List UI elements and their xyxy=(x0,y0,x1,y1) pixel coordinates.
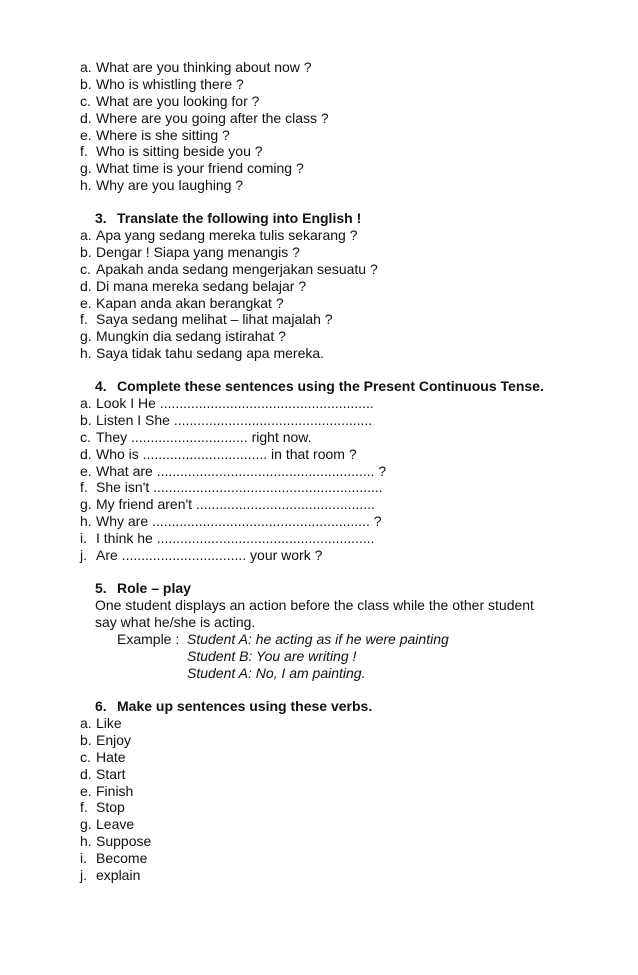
item-text: Where is she sitting ? xyxy=(96,126,230,143)
item-label: i. xyxy=(80,530,87,547)
item-label: g. xyxy=(80,160,92,177)
list-item xyxy=(80,244,600,261)
section-title: Complete these sentences using the Present Continuous Tense. xyxy=(117,378,544,394)
item-text: Suppose xyxy=(96,833,152,850)
item-label: h. xyxy=(80,345,92,362)
list-item xyxy=(80,160,600,177)
item-text: What time is your friend coming ? xyxy=(96,160,304,177)
item-text: Why are ........................................................ ? xyxy=(96,513,382,530)
item-label: i. xyxy=(80,850,87,867)
item-text: Enjoy xyxy=(96,731,132,748)
item-label: a. xyxy=(80,395,92,411)
list-item xyxy=(80,850,600,867)
example-label: Example : xyxy=(117,631,180,647)
item-text: Saya tidak tahu sedang apa mereka. xyxy=(96,345,325,362)
item-label: c. xyxy=(80,260,91,277)
item-label: a. xyxy=(80,715,92,731)
item-text: Saya sedang melihat – lihat majalah ? xyxy=(96,311,333,328)
list-item xyxy=(80,833,600,850)
list-item xyxy=(80,530,600,547)
item-label: b. xyxy=(80,75,92,92)
item-text: Leave xyxy=(96,816,135,833)
section6-list xyxy=(80,715,600,884)
item-label: f. xyxy=(80,311,88,328)
item-text: I think he ........................................................ xyxy=(96,530,375,547)
list-item xyxy=(80,328,600,345)
list-item xyxy=(80,547,600,564)
item-label: g. xyxy=(80,816,92,833)
item-text: She isn't ........................................................... xyxy=(96,479,383,496)
item-text: What are you looking for ? xyxy=(96,92,260,109)
item-text: explain xyxy=(96,867,141,884)
item-text: Who is sitting beside you ? xyxy=(96,143,263,160)
item-text: Di mana mereka sedang belajar ? xyxy=(96,277,307,294)
item-label: f. xyxy=(80,799,88,816)
list-item xyxy=(80,177,600,194)
list-item xyxy=(80,110,600,127)
item-label: a. xyxy=(80,227,92,243)
item-text: Dengar ! Siapa yang menangis ? xyxy=(96,243,300,260)
list-item xyxy=(80,127,600,144)
item-label: h. xyxy=(80,513,92,530)
list-item xyxy=(80,345,600,362)
item-label: h. xyxy=(80,177,92,194)
list-item xyxy=(80,143,600,160)
item-label: c. xyxy=(80,748,91,765)
list-item xyxy=(80,463,600,480)
list-item xyxy=(80,412,600,429)
list-item xyxy=(80,395,600,412)
section-number: 3. xyxy=(95,210,107,226)
section-number: 4. xyxy=(95,378,107,394)
list-item xyxy=(80,311,600,328)
item-text: Mungkin dia sedang istirahat ? xyxy=(96,328,286,345)
list-item xyxy=(80,867,600,884)
section4-list xyxy=(80,395,600,564)
list-item xyxy=(80,749,600,766)
section3-heading xyxy=(95,210,361,227)
item-label: d. xyxy=(80,277,92,294)
item-label: j. xyxy=(80,867,87,884)
item-label: e. xyxy=(80,294,92,311)
item-text: Kapan anda akan berangkat ? xyxy=(96,294,284,311)
item-text: Why are you laughing ? xyxy=(96,177,244,194)
item-text: Who is ................................ in that room ? xyxy=(96,445,357,462)
item-label: d. xyxy=(80,765,92,782)
list-item xyxy=(80,429,600,446)
item-label: e. xyxy=(80,462,92,479)
list-item xyxy=(80,446,600,463)
section-title: Role – play xyxy=(117,580,191,596)
section2-list xyxy=(80,59,600,194)
list-item xyxy=(80,732,600,749)
item-text: Hate xyxy=(96,748,126,765)
list-item xyxy=(80,76,600,93)
section6-heading xyxy=(95,698,372,715)
item-label: h. xyxy=(80,833,92,850)
list-item xyxy=(80,816,600,833)
item-label: d. xyxy=(80,445,92,462)
item-label: g. xyxy=(80,496,92,513)
item-label: c. xyxy=(80,428,91,445)
item-label: c. xyxy=(80,92,91,109)
item-text: Are ................................ your work ? xyxy=(96,547,323,564)
list-item xyxy=(80,295,600,312)
section-title: Translate the following into English ! xyxy=(117,210,362,226)
item-label: j. xyxy=(80,547,87,564)
list-item xyxy=(80,766,600,783)
section-number: 6. xyxy=(95,698,107,714)
item-text: Apakah anda sedang mengerjakan sesuatu ? xyxy=(96,260,378,277)
item-text: Stop xyxy=(96,799,125,816)
list-item xyxy=(80,783,600,800)
item-label: d. xyxy=(80,109,92,126)
item-text: Become xyxy=(96,850,148,867)
list-item xyxy=(80,479,600,496)
item-text: Start xyxy=(96,765,126,782)
item-text: Finish xyxy=(96,782,134,799)
section5-instructions xyxy=(95,597,580,631)
item-label: b. xyxy=(80,243,92,260)
example-line-2: Student B: You are writing ! xyxy=(187,648,357,664)
section-title: Make up sentences using these verbs. xyxy=(117,698,373,714)
item-text: Look I He ....................................................... xyxy=(96,395,374,411)
instruction-line-1: One student displays an action before the class while the other student xyxy=(95,597,534,613)
item-text: Listen I She ................................................... xyxy=(96,411,373,428)
item-label: e. xyxy=(80,782,92,799)
item-text: They .............................. right now. xyxy=(96,428,312,445)
item-label: f. xyxy=(80,479,88,496)
item-label: a. xyxy=(80,59,92,75)
item-label: f. xyxy=(80,143,88,160)
list-item xyxy=(80,715,600,732)
item-text: What are you thinking about now ? xyxy=(96,59,312,75)
list-item xyxy=(80,227,600,244)
list-item xyxy=(80,496,600,513)
item-text: My friend aren't .............................................. xyxy=(96,496,375,513)
item-label: b. xyxy=(80,731,92,748)
list-item xyxy=(80,278,600,295)
item-text: Apa yang sedang mereka tulis sekarang ? xyxy=(96,227,358,243)
example-line-1: Student A: he acting as if he were painting xyxy=(187,631,449,647)
list-item xyxy=(80,799,600,816)
instruction-line-2: say what he/she is acting. xyxy=(95,614,256,630)
item-label: e. xyxy=(80,126,92,143)
item-text: Like xyxy=(96,715,122,731)
item-text: What are ........................................................ ? xyxy=(96,462,387,479)
section3-list xyxy=(80,227,600,362)
list-item xyxy=(80,513,600,530)
item-text: Who is whistling there ? xyxy=(96,75,244,92)
list-item xyxy=(80,93,600,110)
item-text: Where are you going after the class ? xyxy=(96,109,329,126)
list-item xyxy=(80,59,600,76)
example-line-3: Student A: No, I am painting. xyxy=(187,665,366,681)
item-label: b. xyxy=(80,411,92,428)
item-label: g. xyxy=(80,328,92,345)
list-item xyxy=(80,261,600,278)
section5-heading xyxy=(95,580,191,597)
section-number: 5. xyxy=(95,580,107,596)
section4-heading xyxy=(95,378,544,395)
